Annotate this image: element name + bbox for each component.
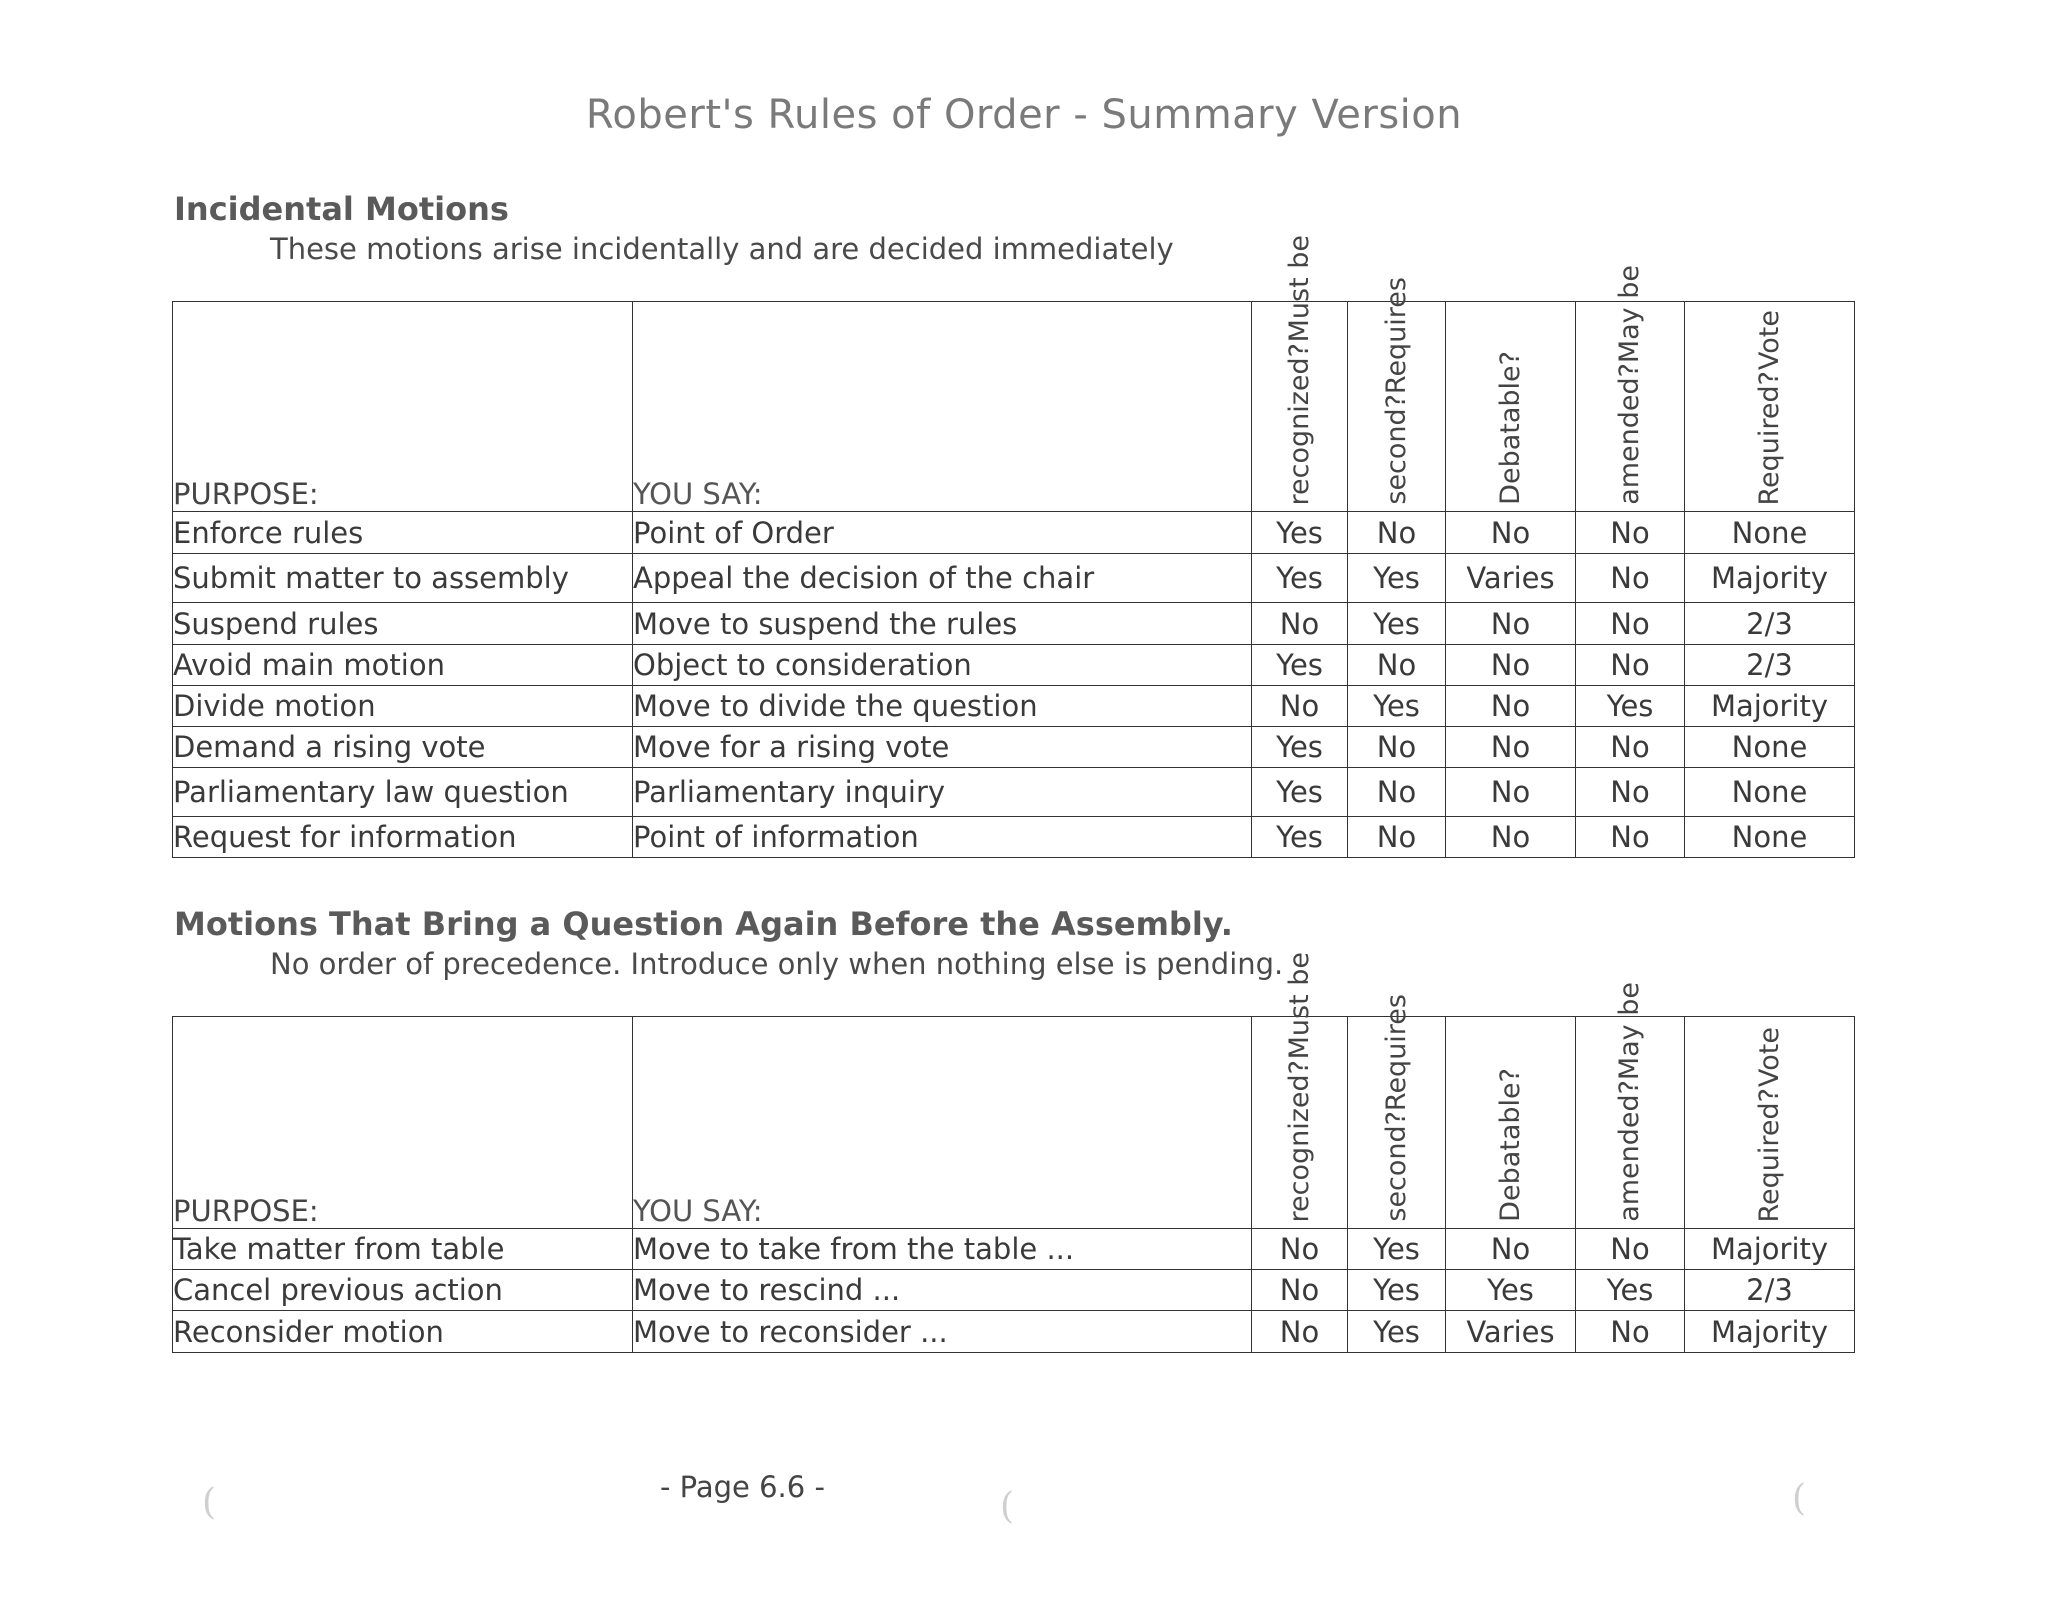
you-say-cell: Move to take from the table ... bbox=[633, 1229, 1252, 1270]
page-number: - Page 6.6 - bbox=[660, 1470, 825, 1504]
purpose-cell: Reconsider motion bbox=[173, 1311, 633, 1353]
second-cell: No bbox=[1348, 512, 1446, 554]
debatable-cell: No bbox=[1446, 817, 1576, 858]
vote-cell: Majority bbox=[1685, 686, 1855, 727]
second-cell: No bbox=[1348, 645, 1446, 686]
purpose-cell: Divide motion bbox=[173, 686, 633, 727]
table-row bbox=[173, 603, 1855, 645]
amended-cell: No bbox=[1576, 768, 1685, 817]
recognized-cell: Yes bbox=[1252, 512, 1348, 554]
second-cell: Yes bbox=[1348, 603, 1446, 645]
recognized-cell: Yes bbox=[1252, 768, 1348, 817]
margin-mark-right: ( bbox=[1792, 1478, 1807, 1519]
requires-second-header: Requires second? bbox=[1348, 302, 1446, 512]
vote-cell: Majority bbox=[1685, 554, 1855, 603]
amended-cell: No bbox=[1576, 1311, 1685, 1353]
margin-mark-left: ( bbox=[202, 1482, 217, 1523]
purpose-cell: Suspend rules bbox=[173, 603, 633, 645]
vote-required-header: Vote Required? bbox=[1685, 302, 1855, 512]
vote-cell: 2/3 bbox=[1685, 645, 1855, 686]
purpose-cell: Enforce rules bbox=[173, 512, 633, 554]
purpose-cell: Avoid main motion bbox=[173, 645, 633, 686]
amended-cell: Yes bbox=[1576, 1270, 1685, 1311]
you-say-cell: Parliamentary inquiry bbox=[633, 768, 1252, 817]
table-row bbox=[173, 1311, 1855, 1353]
debatable-cell: No bbox=[1446, 603, 1576, 645]
debatable-cell: Yes bbox=[1446, 1270, 1576, 1311]
purpose-cell: Take matter from table bbox=[173, 1229, 633, 1270]
vote-cell: Majority bbox=[1685, 1311, 1855, 1353]
you-say-cell: Object to consideration bbox=[633, 645, 1252, 686]
debatable-cell: No bbox=[1446, 645, 1576, 686]
amended-cell: No bbox=[1576, 727, 1685, 768]
vote-cell: None bbox=[1685, 512, 1855, 554]
section-heading-incidental: Incidental Motions bbox=[174, 190, 509, 228]
amended-cell: No bbox=[1576, 554, 1685, 603]
second-cell: No bbox=[1348, 727, 1446, 768]
vote-cell: 2/3 bbox=[1685, 1270, 1855, 1311]
vote-cell: None bbox=[1685, 727, 1855, 768]
requires-second-header: Requires second? bbox=[1348, 1017, 1446, 1229]
document-title: Robert's Rules of Order - Summary Version bbox=[585, 92, 1463, 138]
table-header-row bbox=[173, 302, 1855, 512]
debatable-cell: Varies bbox=[1446, 1311, 1576, 1353]
amended-cell: No bbox=[1576, 645, 1685, 686]
you-say-cell: Point of information bbox=[633, 817, 1252, 858]
you-say-cell: Move to reconsider ... bbox=[633, 1311, 1252, 1353]
vote-cell: Majority bbox=[1685, 1229, 1855, 1270]
you-say-cell: Move to rescind ... bbox=[633, 1270, 1252, 1311]
second-cell: Yes bbox=[1348, 1229, 1446, 1270]
table-row bbox=[173, 727, 1855, 768]
purpose-cell: Submit matter to assembly bbox=[173, 554, 633, 603]
table-row bbox=[173, 768, 1855, 817]
you-say-cell: Move to suspend the rules bbox=[633, 603, 1252, 645]
debatable-cell: No bbox=[1446, 1229, 1576, 1270]
vote-required-header: Vote Required? bbox=[1685, 1017, 1855, 1229]
amended-cell: Yes bbox=[1576, 686, 1685, 727]
you-say-cell: Point of Order bbox=[633, 512, 1252, 554]
amended-cell: No bbox=[1576, 1229, 1685, 1270]
debatable-cell: No bbox=[1446, 727, 1576, 768]
debatable-header: Debatable? bbox=[1446, 302, 1576, 512]
you-say-cell: Appeal the decision of the chair bbox=[633, 554, 1252, 603]
must-be-recognized-header: Must be recognized? bbox=[1252, 1017, 1348, 1229]
debatable-cell: No bbox=[1446, 768, 1576, 817]
you-say-header: YOU SAY: bbox=[633, 302, 1252, 512]
may-be-amended-header: May be amended? bbox=[1576, 302, 1685, 512]
second-cell: Yes bbox=[1348, 1311, 1446, 1353]
vote-cell: None bbox=[1685, 817, 1855, 858]
table-header-row bbox=[173, 1017, 1855, 1229]
amended-cell: No bbox=[1576, 603, 1685, 645]
recognized-cell: No bbox=[1252, 1270, 1348, 1311]
recognized-cell: Yes bbox=[1252, 817, 1348, 858]
table-row bbox=[173, 686, 1855, 727]
second-cell: Yes bbox=[1348, 1270, 1446, 1311]
recognized-cell: Yes bbox=[1252, 645, 1348, 686]
debatable-header: Debatable? bbox=[1446, 1017, 1576, 1229]
purpose-cell: Parliamentary law question bbox=[173, 768, 633, 817]
must-be-recognized-header: Must be recognized? bbox=[1252, 302, 1348, 512]
debatable-cell: Varies bbox=[1446, 554, 1576, 603]
recognized-cell: No bbox=[1252, 1229, 1348, 1270]
you-say-header: YOU SAY: bbox=[633, 1017, 1252, 1229]
second-cell: No bbox=[1348, 768, 1446, 817]
recognized-cell: No bbox=[1252, 603, 1348, 645]
you-say-cell: Move for a rising vote bbox=[633, 727, 1252, 768]
table-row bbox=[173, 512, 1855, 554]
table-row bbox=[173, 817, 1855, 858]
purpose-cell: Demand a rising vote bbox=[173, 727, 633, 768]
vote-cell: None bbox=[1685, 768, 1855, 817]
recognized-cell: Yes bbox=[1252, 554, 1348, 603]
section-heading-bring-again: Motions That Bring a Question Again Before the Assembly. bbox=[174, 905, 1233, 943]
amended-cell: No bbox=[1576, 817, 1685, 858]
you-say-cell: Move to divide the question bbox=[633, 686, 1252, 727]
purpose-header: PURPOSE: bbox=[173, 302, 633, 512]
recognized-cell: Yes bbox=[1252, 727, 1348, 768]
section-subtitle-incidental: These motions arise incidentally and are decided immediately bbox=[270, 232, 1174, 266]
purpose-cell: Request for information bbox=[173, 817, 633, 858]
may-be-amended-header: May be amended? bbox=[1576, 1017, 1685, 1229]
second-cell: Yes bbox=[1348, 554, 1446, 603]
second-cell: Yes bbox=[1348, 686, 1446, 727]
amended-cell: No bbox=[1576, 512, 1685, 554]
second-cell: No bbox=[1348, 817, 1446, 858]
recognized-cell: No bbox=[1252, 686, 1348, 727]
section-subtitle-bring-again: No order of precedence. Introduce only when nothing else is pending. bbox=[270, 947, 1284, 981]
table-row bbox=[173, 645, 1855, 686]
purpose-cell: Cancel previous action bbox=[173, 1270, 633, 1311]
debatable-cell: No bbox=[1446, 512, 1576, 554]
recognized-cell: No bbox=[1252, 1311, 1348, 1353]
margin-mark-center: ( bbox=[1000, 1486, 1015, 1527]
vote-cell: 2/3 bbox=[1685, 603, 1855, 645]
table-row bbox=[173, 1270, 1855, 1311]
purpose-header: PURPOSE: bbox=[173, 1017, 633, 1229]
table-row bbox=[173, 1229, 1855, 1270]
debatable-cell: No bbox=[1446, 686, 1576, 727]
table-row bbox=[173, 554, 1855, 603]
